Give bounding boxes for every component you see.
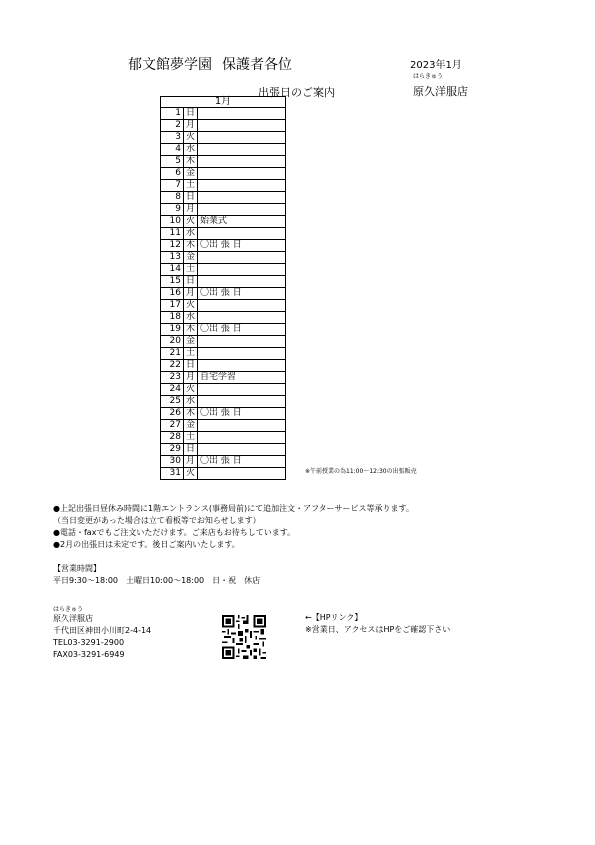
calendar-day-number: 11 <box>161 228 184 240</box>
calendar-row <box>161 168 286 180</box>
calendar-event: 〇出 張 日 <box>198 288 286 300</box>
calendar-day-number: 25 <box>161 396 184 408</box>
calendar-day-number: 9 <box>161 204 184 216</box>
calendar-weekday: 火 <box>184 384 198 396</box>
calendar-weekday: 木 <box>184 156 198 168</box>
calendar-day-number: 8 <box>161 192 184 204</box>
calendar-row <box>161 108 286 120</box>
calendar-row <box>161 396 286 408</box>
calendar-event <box>198 252 286 264</box>
calendar-event <box>198 396 286 408</box>
page-subtitle: 出張日のご案内 <box>258 86 335 99</box>
footer-store-name: 原久洋服店 <box>53 614 93 623</box>
calendar-event <box>198 300 286 312</box>
calendar-day-number: 29 <box>161 444 184 456</box>
note-line: ●上記出張日昼休み時間に1階エントランス(事務局前)にて追加注文・アフターサービス等承ります。 <box>53 504 414 513</box>
calendar-row <box>161 312 286 324</box>
calendar-weekday: 日 <box>184 444 198 456</box>
notes-block <box>53 503 414 551</box>
calendar-day-number: 15 <box>161 276 184 288</box>
day30-note: ※午前授業の為11:00～12:30の出張販売 <box>305 468 417 475</box>
calendar-row <box>161 144 286 156</box>
calendar-row <box>161 468 286 480</box>
calendar-row <box>161 360 286 372</box>
calendar-row <box>161 228 286 240</box>
calendar-weekday: 土 <box>184 180 198 192</box>
calendar-day-number: 10 <box>161 216 184 228</box>
calendar-day-number: 6 <box>161 168 184 180</box>
calendar-event <box>198 468 286 480</box>
footer-fax: FAX03-3291-6949 <box>53 650 125 659</box>
calendar-event <box>198 132 286 144</box>
calendar-weekday: 金 <box>184 168 198 180</box>
calendar-row <box>161 444 286 456</box>
hp-note: ※営業日、アクセスはHPをご確認下さい <box>305 625 451 634</box>
calendar-day-number: 14 <box>161 264 184 276</box>
calendar-event: 〇出 張 日 <box>198 240 286 252</box>
calendar-weekday: 水 <box>184 228 198 240</box>
calendar-day-number: 13 <box>161 252 184 264</box>
calendar-weekday: 金 <box>184 420 198 432</box>
calendar-event <box>198 312 286 324</box>
calendar-row <box>161 204 286 216</box>
calendar-day-number: 21 <box>161 348 184 360</box>
calendar-weekday: 月 <box>184 204 198 216</box>
calendar-row <box>161 252 286 264</box>
calendar-weekday: 木 <box>184 240 198 252</box>
issue-date: 2023年1月 <box>410 60 462 71</box>
note-line: ●電話・faxでもご注文いただけます。ご来店もお待ちしています。 <box>53 528 296 537</box>
calendar-weekday: 金 <box>184 252 198 264</box>
calendar-weekday: 水 <box>184 312 198 324</box>
calendar-weekday: 土 <box>184 432 198 444</box>
title-recipient: 保護者各位 <box>222 57 292 73</box>
calendar-day-number: 22 <box>161 360 184 372</box>
calendar-row <box>161 420 286 432</box>
calendar-event <box>198 360 286 372</box>
calendar-row <box>161 408 286 420</box>
calendar-day-number: 4 <box>161 144 184 156</box>
hp-link-block <box>305 612 450 636</box>
business-hours <box>53 563 260 587</box>
calendar-row <box>161 180 286 192</box>
calendar-day-number: 20 <box>161 336 184 348</box>
calendar-day-number: 18 <box>161 312 184 324</box>
store-name: 原久洋服店 <box>413 85 468 98</box>
calendar-day-number: 1 <box>161 108 184 120</box>
calendar-row <box>161 264 286 276</box>
calendar-weekday: 木 <box>184 408 198 420</box>
footer-address: 千代田区神田小川町2-4-14 <box>53 626 152 635</box>
calendar-weekday: 土 <box>184 348 198 360</box>
title-school: 郁文館夢学園 <box>128 57 212 73</box>
note-line: （当日変更があった場合は立て看板等でお知らせします） <box>53 516 261 525</box>
calendar-day-number: 24 <box>161 384 184 396</box>
calendar-row <box>161 372 286 384</box>
calendar-day-number: 7 <box>161 180 184 192</box>
calendar-row <box>161 348 286 360</box>
calendar-event <box>198 108 286 120</box>
calendar-event <box>198 444 286 456</box>
calendar-event <box>198 144 286 156</box>
calendar-row <box>161 432 286 444</box>
calendar-day-number: 17 <box>161 300 184 312</box>
calendar-event <box>198 348 286 360</box>
calendar-event <box>198 420 286 432</box>
page-title <box>128 54 292 74</box>
month-label: 1月 <box>161 97 286 108</box>
calendar-row <box>161 240 286 252</box>
calendar-weekday: 日 <box>184 276 198 288</box>
calendar-weekday: 日 <box>184 192 198 204</box>
calendar-body <box>161 108 286 480</box>
calendar-event <box>198 336 286 348</box>
hp-link[interactable]: ←【HPリンク】 <box>305 613 363 622</box>
calendar-day-number: 5 <box>161 156 184 168</box>
calendar-row <box>161 120 286 132</box>
calendar-event <box>198 204 286 216</box>
calendar-row <box>161 276 286 288</box>
store-ruby: はらきゅう <box>413 73 444 80</box>
calendar-event <box>198 168 286 180</box>
calendar-event: 〇出 張 日 <box>198 324 286 336</box>
calendar-weekday: 日 <box>184 108 198 120</box>
calendar-event: 自宅学習 <box>198 372 286 384</box>
calendar-day-number: 26 <box>161 408 184 420</box>
calendar-event <box>198 180 286 192</box>
calendar-weekday: 月 <box>184 372 198 384</box>
calendar-weekday: 水 <box>184 144 198 156</box>
calendar-event <box>198 264 286 276</box>
calendar-row <box>161 192 286 204</box>
calendar-row <box>161 132 286 144</box>
calendar-day-number: 27 <box>161 420 184 432</box>
calendar-day-number: 30 <box>161 456 184 468</box>
calendar-weekday: 月 <box>184 120 198 132</box>
calendar-header-row <box>161 97 286 108</box>
calendar-row <box>161 384 286 396</box>
calendar-row <box>161 324 286 336</box>
calendar-day-number: 2 <box>161 120 184 132</box>
calendar-event: 始業式 <box>198 216 286 228</box>
calendar-event: 〇出 張 日 <box>198 408 286 420</box>
calendar-weekday: 水 <box>184 396 198 408</box>
calendar-row <box>161 456 286 468</box>
calendar-weekday: 月 <box>184 456 198 468</box>
calendar-day-number: 3 <box>161 132 184 144</box>
qr-code-icon[interactable] <box>222 615 266 659</box>
calendar-weekday: 日 <box>184 360 198 372</box>
calendar-event <box>198 384 286 396</box>
calendar-event: 〇出 張 日 <box>198 456 286 468</box>
calendar-row <box>161 156 286 168</box>
calendar-weekday: 土 <box>184 264 198 276</box>
calendar-day-number: 23 <box>161 372 184 384</box>
calendar-row <box>161 288 286 300</box>
calendar-event <box>198 228 286 240</box>
calendar-weekday: 木 <box>184 324 198 336</box>
calendar-day-number: 28 <box>161 432 184 444</box>
calendar-weekday: 火 <box>184 132 198 144</box>
calendar-table <box>160 96 286 480</box>
calendar-weekday: 金 <box>184 336 198 348</box>
footer-store-ruby: はらきゅう <box>53 606 84 613</box>
hours-text: 平日9:30～18:00 土曜日10:00～18:00 日・祝 休店 <box>53 576 261 585</box>
footer-tel: TEL03-3291-2900 <box>53 638 125 647</box>
calendar-weekday: 月 <box>184 288 198 300</box>
calendar-event <box>198 120 286 132</box>
calendar-day-number: 19 <box>161 324 184 336</box>
calendar-row <box>161 336 286 348</box>
calendar-event <box>198 156 286 168</box>
hours-heading: 【営業時間】 <box>53 564 101 573</box>
calendar-row <box>161 216 286 228</box>
calendar-day-number: 31 <box>161 468 184 480</box>
calendar-day-number: 16 <box>161 288 184 300</box>
calendar-weekday: 火 <box>184 300 198 312</box>
calendar-day-number: 12 <box>161 240 184 252</box>
store-address-block <box>53 613 151 661</box>
calendar-event <box>198 432 286 444</box>
calendar-weekday: 火 <box>184 216 198 228</box>
calendar-event <box>198 192 286 204</box>
note-line: ●2月の出張日は未定です。後日ご案内いたします。 <box>53 540 240 549</box>
calendar-event <box>198 276 286 288</box>
calendar-row <box>161 300 286 312</box>
calendar-weekday: 火 <box>184 468 198 480</box>
